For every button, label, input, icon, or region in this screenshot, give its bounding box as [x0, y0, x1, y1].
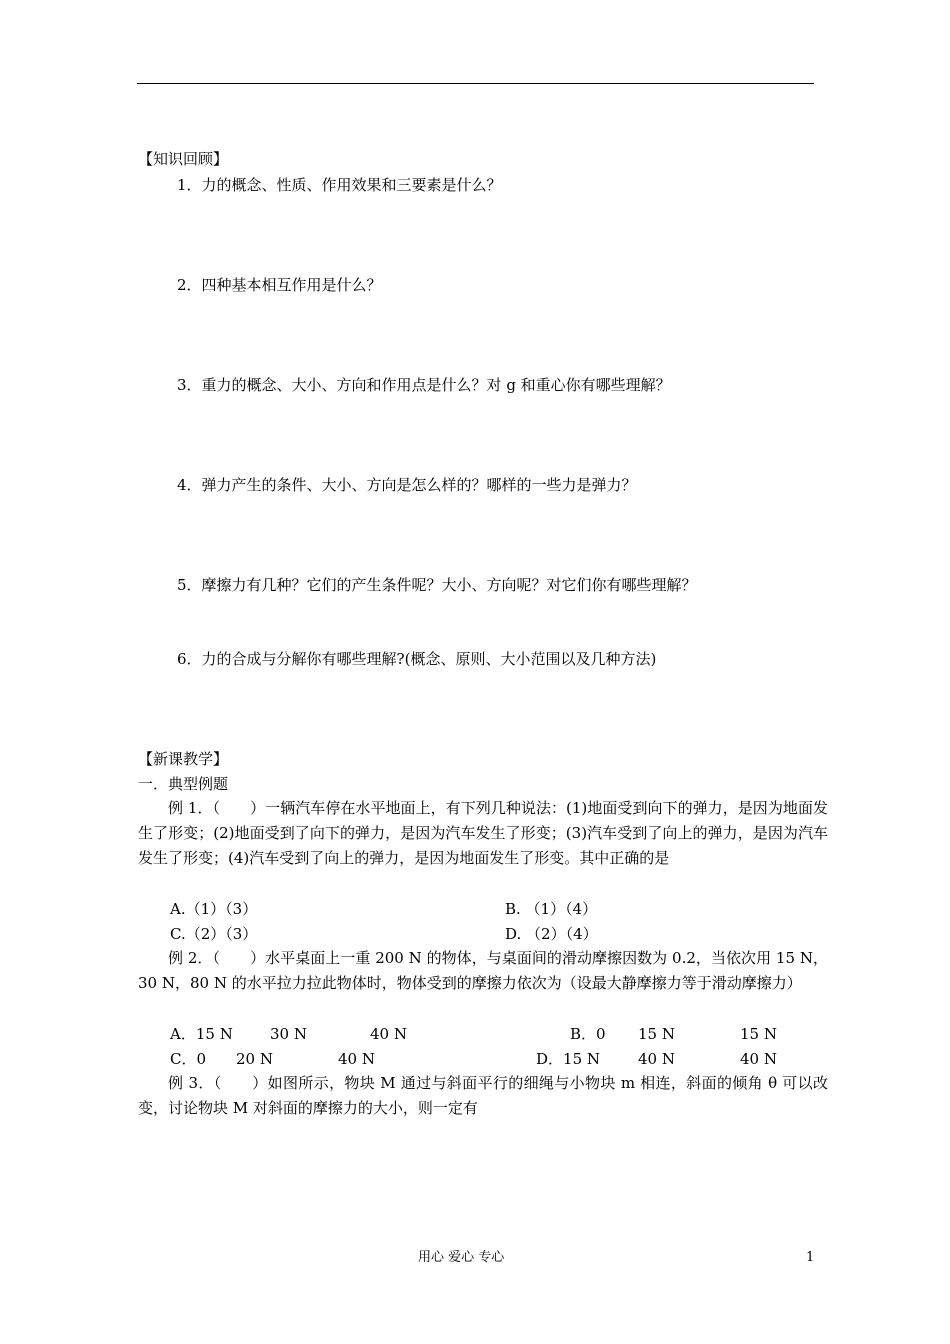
review-question-4: 4．弹力产生的条件、大小、方向是怎么样的？哪样的一些力是弹力？	[177, 476, 637, 494]
example-1-text: 例 1．（ ）一辆汽车停在水平地面上，有下列几种说法：(1)地面受到向下的弹力，是因为地面发生了形变；(2)地面受到了向下的弹力，是因为汽车发生了形变；(3)汽车受到了向上的弹力，是因为汽车发生了形变；(4)汽车受到了向上的弹力，是因为地面发生了形变。其中正确的是	[138, 799, 828, 867]
example-2-option-b-2: 15 N	[638, 1025, 675, 1043]
example-2-option-c-2: 20 N	[236, 1050, 273, 1068]
example-2-option-a-2: 30 N	[270, 1025, 307, 1043]
example-2-option-a-1: A．15 N	[170, 1025, 233, 1043]
footer-slogan: 用心 爱心 专心	[418, 1250, 505, 1265]
example-2-option-c-3: 40 N	[338, 1050, 375, 1068]
review-question-5: 5．摩擦力有几种？它们的产生条件呢？大小、方向呢？对它们你有哪些理解？	[177, 576, 697, 594]
example-1-option-b: B. （1）（4）	[505, 900, 598, 918]
example-2-option-d-3: 40 N	[740, 1050, 777, 1068]
example-2-option-b-3: 15 N	[740, 1025, 777, 1043]
example-2-option-b-1: B．0	[570, 1025, 606, 1043]
review-header: 【知识回顾】	[138, 150, 229, 168]
review-question-6: 6．力的合成与分解你有哪些理解?(概念、原则、大小范围以及几种方法)	[177, 650, 657, 668]
example-2-option-c-1: C．0	[170, 1050, 207, 1068]
example-1-option-d: D. （2）（4）	[505, 925, 598, 943]
example-1-option-c: C.（2）（3）	[170, 925, 258, 943]
example-2-option-a-3: 40 N	[370, 1025, 407, 1043]
review-question-3: 3．重力的概念、大小、方向和作用点是什么？对 g 和重心你有哪些理解？	[177, 376, 671, 394]
example-2-option-d-1: D．15 N	[536, 1050, 601, 1068]
example-2-text: 例 2．（ ）水平桌面上一重 200 N 的物体，与桌面间的滑动摩擦因数为 0.2，当依次用 15 N，30 N，80 N 的水平拉力拉此物体时，物体受到的摩擦力依次为（设最大静摩擦力等于滑动摩擦力）	[138, 949, 828, 992]
review-question-1: 1．力的概念、性质、作用效果和三要素是什么？	[177, 176, 502, 194]
header-rule	[137, 83, 814, 84]
page-number: 1	[806, 1250, 815, 1265]
section-title: 一．典型例题	[138, 775, 229, 793]
lesson-header: 【新课教学】	[138, 750, 229, 768]
example-1-option-a: A.（1）（3）	[170, 900, 258, 918]
example-2-option-d-2: 40 N	[638, 1050, 675, 1068]
example-3-text: 例 3．（ ）如图所示，物块 M 通过与斜面平行的细绳与小物块 m 相连，斜面的倾角 θ 可以改变，讨论物块 M 对斜面的摩擦力的大小，则一定有	[138, 1074, 828, 1117]
review-question-2: 2．四种基本相互作用是什么？	[177, 276, 382, 294]
